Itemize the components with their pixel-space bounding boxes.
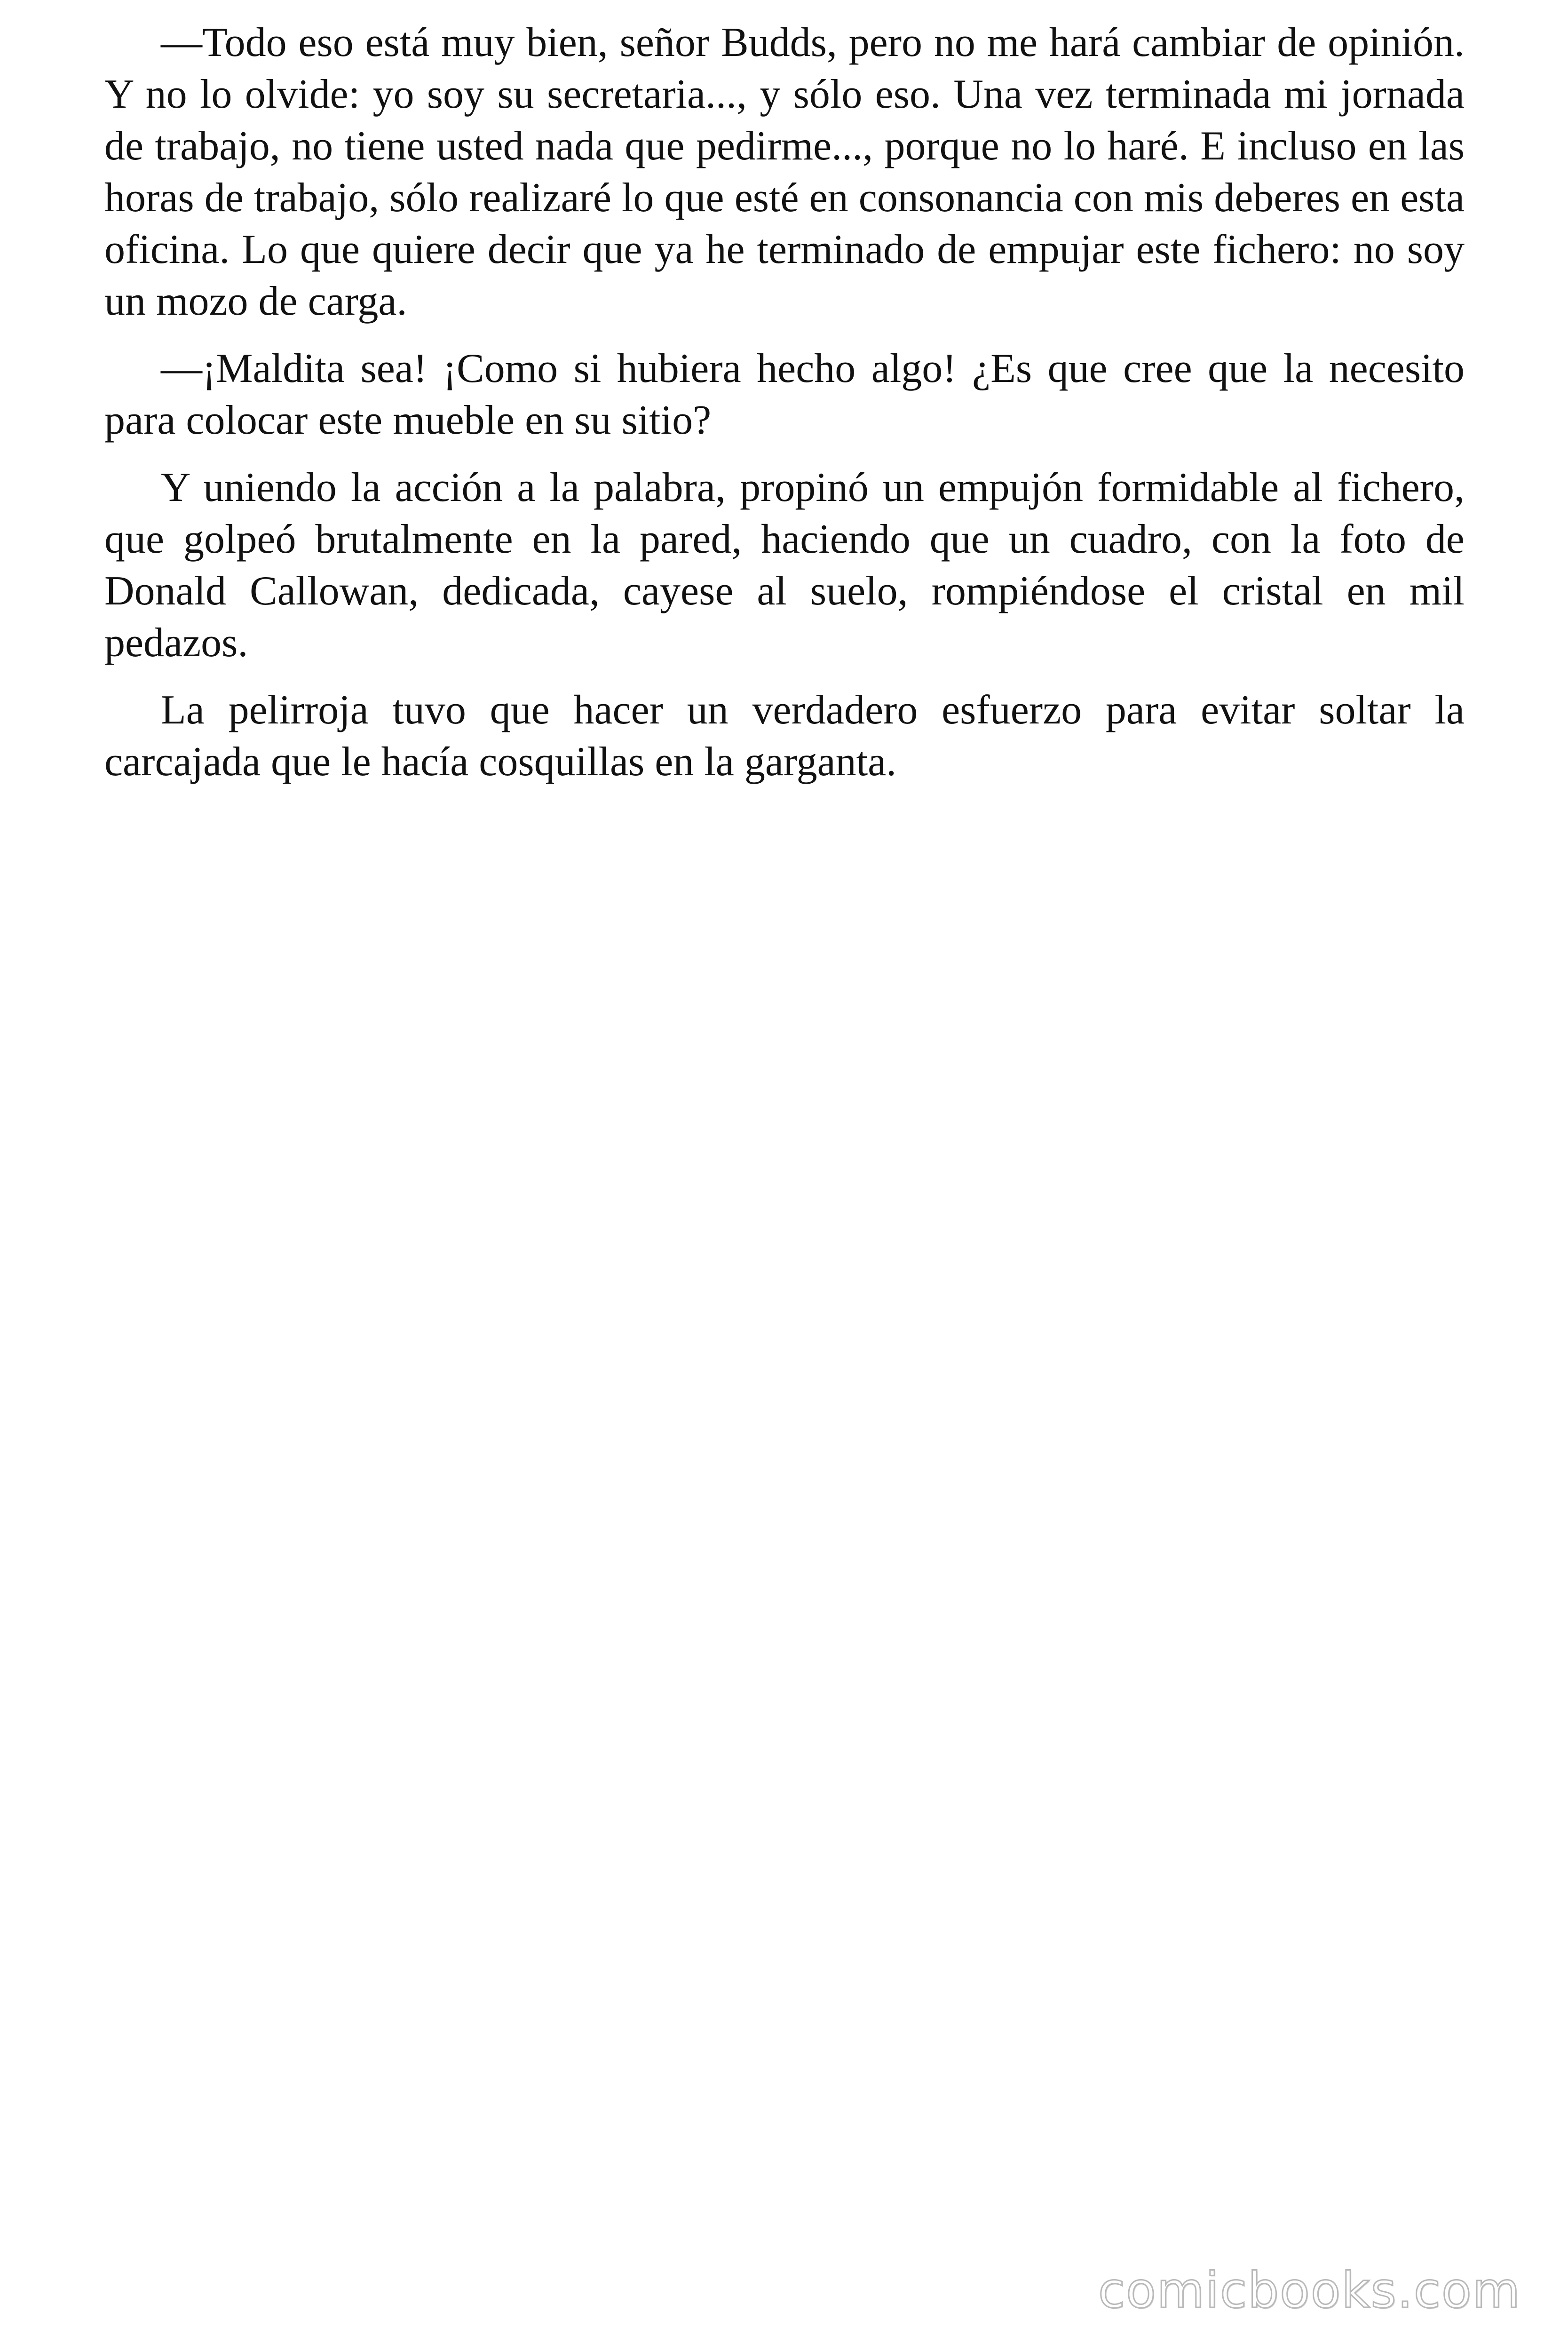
body-text bbox=[104, 17, 1465, 803]
paragraph-2: —¡Maldita sea! ¡Como si hubiera hecho algo! ¿Es que cree que la necesito para colocar este mueble en su sitio? bbox=[104, 346, 1465, 443]
paragraph-4: La pelirroja tuvo que hacer un verdadero esfuerzo para evitar soltar la carcajada que le hacía cosquillas en la garganta. bbox=[104, 687, 1465, 785]
paragraph-3: Y uniendo la acción a la palabra, propinó un empujón formidable al fichero, que golpeó brutalmente en la pared, haciendo que un cuadro, con la foto de Donald Callowan, dedicada, cayese al suelo, rompiéndose el cristal en mil pedazos. bbox=[104, 465, 1465, 666]
paragraph-1: —Todo eso está muy bien, señor Budds, pero no me hará cambiar de opinión. Y no lo olvide: yo soy su secretaria..., y sólo eso. Una vez terminada mi jornada de trabajo, no tiene usted nada que pedirme..., porque no lo haré. E incluso en las horas de trabajo, sólo realizaré lo que esté en consonancia con mis deberes en esta oficina. Lo que quiere decir que ya he terminado de empujar este fichero: no soy un mozo de carga. bbox=[104, 20, 1465, 324]
watermark: comicbooks.com bbox=[1098, 2262, 1521, 2319]
